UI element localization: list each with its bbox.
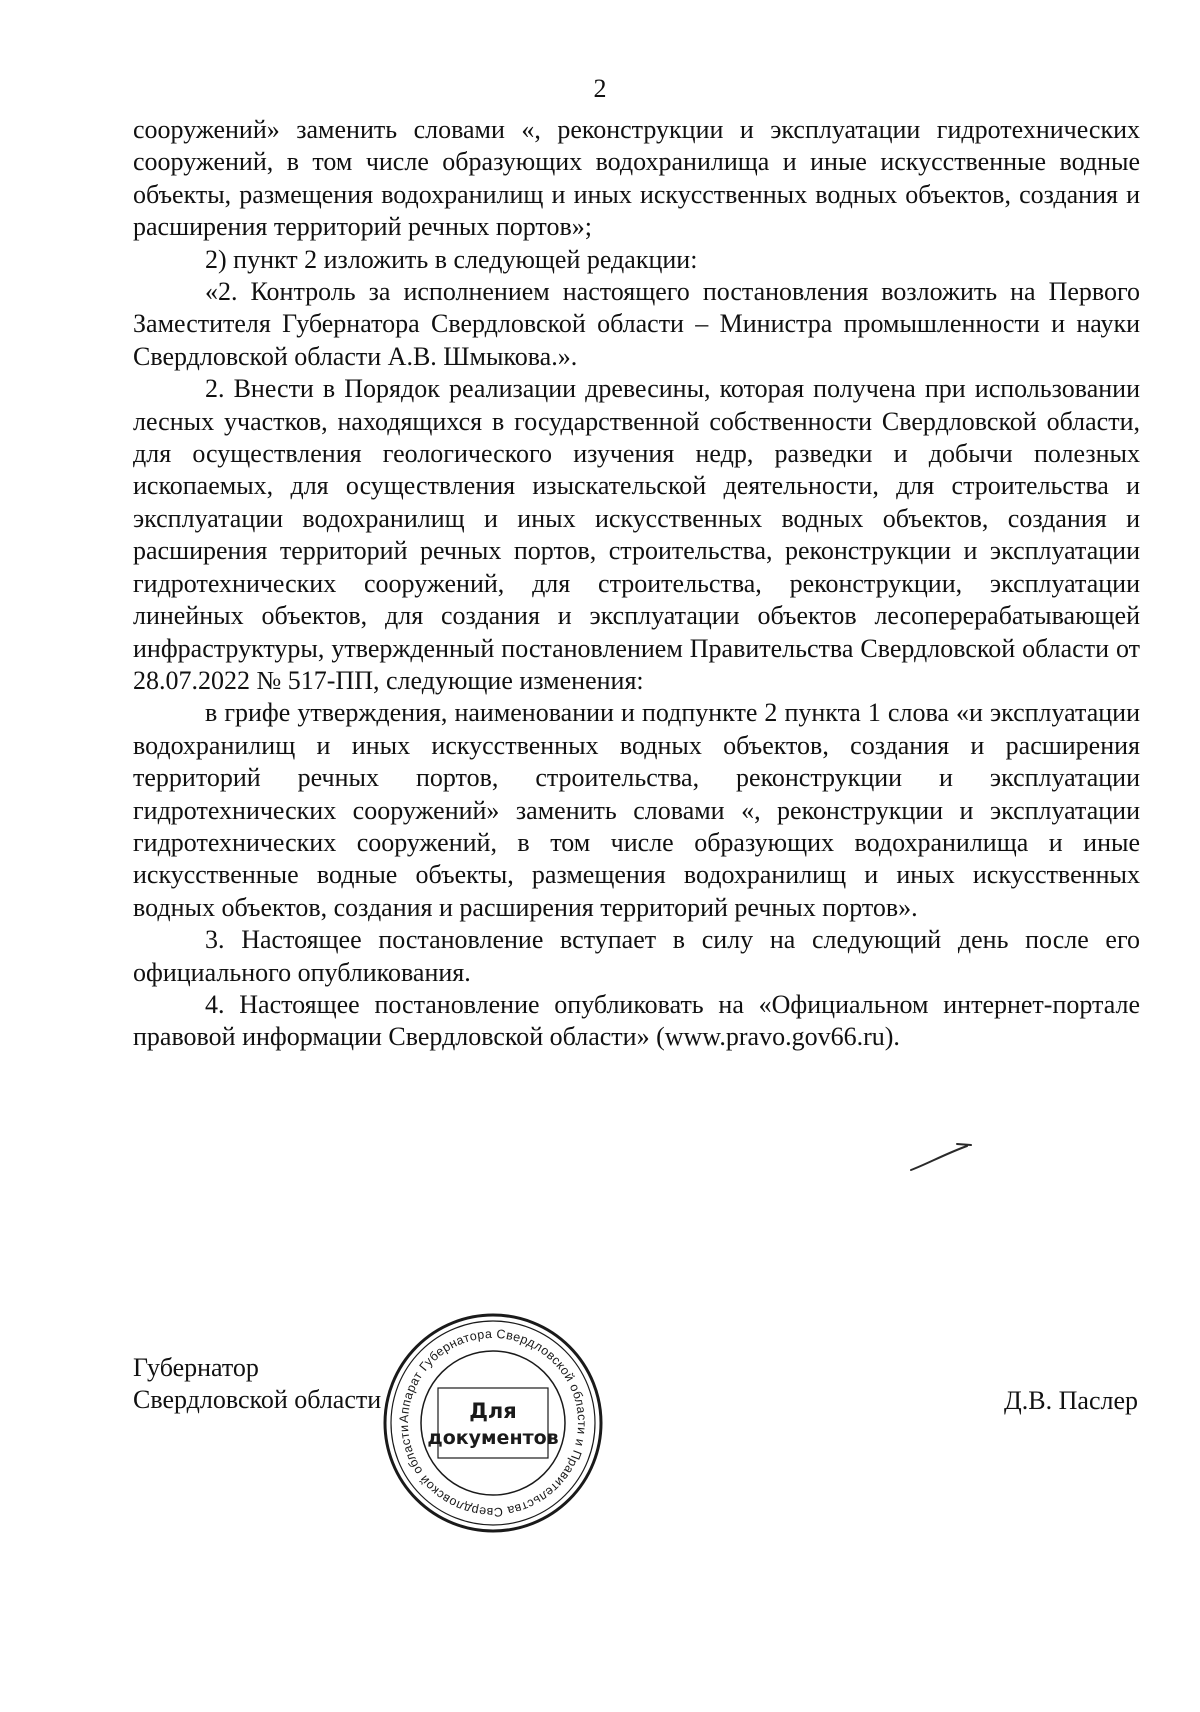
svg-text:Аппарат Губернатора Свердловск: [397, 1327, 589, 1519]
paragraph-item-3: 3. Настоящее постановление вступает в силу на следующий день после его официального опубликования.: [133, 925, 1140, 987]
paragraph-item-4: 4. Настоящее постановление опубликовать на «Официальном интернет-портале правовой информации Свердловской области» (www.pravo.gov66.ru).: [133, 989, 1140, 1052]
paragraph-item-2: 2. Внести в Порядок реализации древесины, которая получена при использовании лесных участков, находящихся в государственной собственности Свердловской области, для осуществления геологического изучения недр, разведки и добычи полезных ископаемых, для осуществления изыскательской деятельности, для строительства и эксплуатации водохранилищ и иных искусственных водных объектов, создания и расширения территорий речных портов, строительства, реконструкции и эксплуатации гидротехнических сооружений, для строительства, реконструкции, эксплуатации линейных объектов, для создания и эксплуатации объектов лесоперерабатывающей инфраструктуры, утвержденный постановлением Правительства Свердловской области от 28.07.2022 № 517-ПП, следующие изменения:: [133, 374, 1140, 695]
signatory-name: Д.В. Паслер: [1004, 1386, 1138, 1415]
page-number: 2: [593, 74, 607, 103]
signature-title-line1: Губернатор: [133, 1353, 259, 1382]
stamp-ring-text: Аппарат Губернатора Свердловской области и Правительства Свердловской области: [396, 1326, 590, 1520]
stamp-center-line2: документов: [427, 1427, 559, 1449]
paragraph-subitem-2: 2) пункт 2 изложить в следующей редакции:: [205, 244, 698, 274]
signature-title-line2: Свердловской области: [133, 1385, 382, 1414]
paragraph-replacement: в грифе утверждения, наименовании и подпункте 2 пункта 1 слова «и эксплуатации водохранилищ и иных искусственных водных объектов, создания и расширения территорий речных портов, строительства, реконструкции и эксплуатации гидротехнических сооружений» заменить словами «, реконструкции и эксплуатации гидротехнических сооружений, в том числе образующих водохранилища и иные искусственные водные объекты, размещения водохранилищ и иных искусственных водных объектов, создания и расширения территорий речных портов».: [133, 698, 1140, 922]
paragraph-control-clause: «2. Контроль за исполнением настоящего постановления возложить на Первого Заместителя Губернатора Свердловской области – Министра промышленности и науки Свердловской области А.В. Шмыкова.».: [133, 277, 1140, 371]
handwritten-pen-mark: [905, 1138, 985, 1178]
document-body: [133, 114, 1140, 1054]
stamp-center-line1: Для: [469, 1399, 517, 1423]
official-seal-stamp: [380, 1310, 606, 1536]
paragraph-continuation: сооружений» заменить словами «, реконструкции и эксплуатации гидротехнических сооружений, в том числе образующих водохранилища и иные искусственные водные объекты, размещения водохранилищ и иных искусственных водных объектов, создания и расширения территорий речных портов»;: [133, 115, 1140, 242]
signature-block: [133, 1352, 381, 1416]
